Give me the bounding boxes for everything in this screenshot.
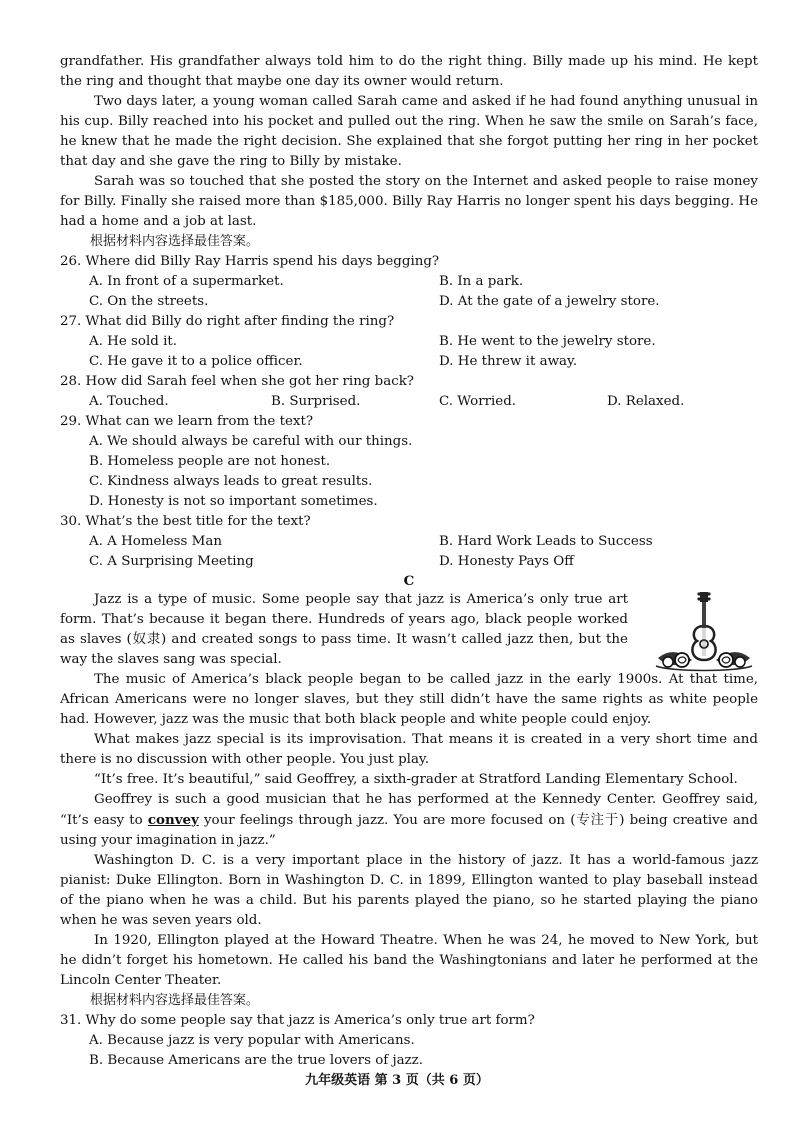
options [89, 272, 758, 312]
question-27 [60, 312, 758, 372]
section-c-heading: C [403, 573, 415, 589]
passage-c-paragraph-2: The music of America’s black people began to be called jazz in the early 1900s. At that time, African Americans were no longer slaves, but they still didn’t have the same rights as white people had. However, jazz was the music that both black people and white people could enjoy. [60, 672, 758, 727]
option-d: D. He threw it away. [439, 354, 578, 369]
passage-c-paragraph-7: In 1920, Ellington played at the Howard Theatre. When he was 24, he moved to New York, but he didn’t forget his hometown. He called his band the Washingtonians and later he performed at the Lincoln Center Theater. [60, 933, 758, 988]
option-b: B. He went to the jewelry store. [439, 334, 656, 349]
paragraph-5-start: Geoffrey is such a good musician that he has performed at the Kennedy Center. Geoffrey said, “It’s easy to [60, 792, 758, 828]
passage-b-paragraph-3: Sarah was so touched that she posted the story on the Internet and asked people to raise money for Billy. Finally she raised more than $185,000. Billy Ray Harris no longer spent his days begging. He had a home and a job at last. [60, 174, 758, 229]
instruction-c: 根据材料内容选择最佳答案。 [90, 993, 260, 1008]
instruction-b: 根据材料内容选择最佳答案。 [90, 234, 260, 249]
option-c: C. On the streets. [89, 294, 209, 309]
question-stem: 27. What did Billy do right after finding the ring? [60, 314, 395, 329]
options [89, 332, 758, 372]
question-31 [60, 1011, 758, 1071]
option-c: C. He gave it to a police officer. [89, 354, 303, 369]
passage-c-paragraph-6: Washington D. C. is a very important place in the history of jazz. It has a world-famous jazz pianist: Duke Ellington. Born in Washington D. C. in 1899, Ellington wanted to play baseball instead of the piano when he was a child. But his parents played the piano, so he started playing the piano when he was seven years old. [60, 853, 758, 928]
question-stem: 29. What can we learn from the text? [60, 414, 314, 429]
option-a: A. We should always be careful with our things. [89, 434, 413, 449]
option-b: B. Surprised. [271, 394, 361, 409]
passage-c-paragraph-5 [60, 790, 758, 851]
underlined-word-convey: convey [147, 812, 199, 828]
passage-c-paragraph-4: “It’s free. It’s beautiful,” said Geoffrey, a sixth-grader at Stratford Landing Elementary School. [94, 772, 738, 787]
options [89, 392, 758, 412]
paragraph-5-end: your feelings through jazz. You are more focused on (专注于) being creative and using your imagination in jazz.” [60, 813, 759, 848]
exam-page [60, 52, 758, 1071]
question-26 [60, 252, 758, 312]
question-stem: 30. What’s the best title for the text? [60, 514, 311, 529]
passage-c-paragraph-1: Jazz is a type of music. Some people say that jazz is America’s only true art form. That’s because it began there. Hundreds of years ago, black people worked as slaves (奴隶) and created songs to pass time. It wasn’t called jazz then, but the way the slaves sang was special. [60, 592, 628, 667]
question-stem: 26. Where did Billy Ray Harris spend his days begging? [60, 254, 440, 269]
option-a: A. Touched. [89, 394, 169, 409]
option-a: A. Because jazz is very popular with Americans. [89, 1033, 415, 1048]
option-b: B. In a park. [439, 274, 524, 289]
question-stem: 31. Why do some people say that jazz is America’s only true art form? [60, 1013, 535, 1028]
option-c: C. Worried. [439, 394, 517, 409]
option-b: B. Homeless people are not honest. [89, 454, 331, 469]
question-30 [60, 512, 758, 572]
option-d: D. Honesty is not so important sometimes. [89, 494, 378, 509]
option-c: C. A Surprising Meeting [89, 554, 254, 569]
page-footer: 九年级英语 第 3 页（共 6 页） [305, 1073, 489, 1088]
passage-b-paragraph-2: Two days later, a young woman called Sarah came and asked if he had found anything unusual in his cup. Billy reached into his pocket and pulled out the ring. When he saw the smile on Sarah’s face, he knew that he made the right decision. She explained that she forgot putting her ring in her pocket that day and she gave the ring to Billy by mistake. [60, 94, 758, 169]
passage-c-paragraph-3: What makes jazz special is its improvisation. That means it is created in a very short time and there is no discussion with other people. You just play. [60, 732, 758, 767]
option-c: C. Kindness always leads to great results. [89, 474, 373, 489]
option-b: B. Because Americans are the true lovers of jazz. [89, 1053, 423, 1068]
option-d: D. Honesty Pays Off [439, 554, 574, 569]
option-b: B. Hard Work Leads to Success [439, 534, 653, 549]
option-d: D. At the gate of a jewelry store. [439, 294, 660, 309]
option-a: A. In front of a supermarket. [89, 274, 284, 289]
question-28 [60, 372, 758, 412]
option-a: A. He sold it. [89, 334, 178, 349]
question-29 [60, 412, 758, 512]
section-c-intro [60, 590, 758, 670]
guitar-with-roses-icon [652, 588, 756, 672]
options [89, 532, 758, 572]
passage-b-paragraph-1: grandfather. His grandfather always told him to do the right thing. Billy made up his mind. He kept the ring and thought that maybe one day its owner would return. [60, 54, 758, 89]
question-stem: 28. How did Sarah feel when she got her ring back? [60, 374, 414, 389]
option-d: D. Relaxed. [607, 394, 685, 409]
option-a: A. A Homeless Man [89, 534, 222, 549]
